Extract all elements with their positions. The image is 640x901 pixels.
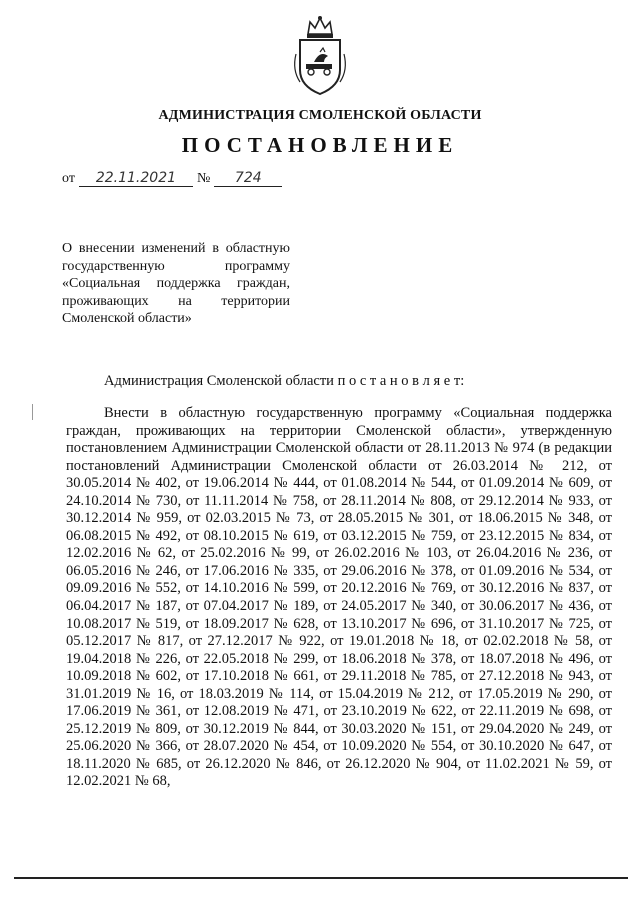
body-paragraph: Внести в областную государственную программу «Социальная поддержка граждан, проживающих на территории Смоленской области», утвержденную постановлением Администрации Смоленской области от 28.11.2013 № 974 (в редакции постановлений Администрации Смоленской области от 26.03.2014 № 212, от 30.05.2014 № 402, от 19.06.2014 № 444, от 01.08.2014 № 544, от 01.09.2014 № 609, от 24.10.2014 № 730, от 11.11.2014 № 758, от 28.11.2014 № 808, от 29.12.2014 № 933, от 30.12.2014 № 959, от 02.03.2015 № 73, от 28.05.2015 № 301, от 18.06.2015 № 348, от 06.08.2015 № 492, от 08.10.2015 № 619, от 03.12.2015 № 759, от 23.12.2015 № 834, от 12.02.2016 № 62, от 25.02.2016 № 99, от 26.02.2016 № 103, от 26.04.2016 № 236, от 06.05.2016 № 246, от 17.06.2016 № 335, от 29.06.2016 № 378, от 01.09.2016 № 534, от 09.09.2016 № 552, от 14.10.2016 № 599, от 20.12.2016 № 769, от 30.12.2016 № 837, от 06.04.2017 № 187, от 07.04.2017 № 189, от 24.05.2017 № 340, от 30.06.2017 № 436, от 10.08.2017 № 519, от 18.09.2017 № 628, от 13.10.2017 № 696, от 31.10.2017 № 725, от 05.12.2017 № 817, от 27.12.2017 № 922, от 19.01.2018 № 18, от 02.02.2018 № 58, от 19.04.2018 № 226, от 22.05.2018 № 299, от 18.06.2018 № 378, от 18.07.2018 № 496, от 10.09.2018 № 602, от 17.10.2018 № 661, от 29.11.2018 № 785, от 27.12.2018 № 943, от 31.01.2019 № 16, от 18.03.2019 № 114, от 15.04.2019 № 212, от 17.05.2019 № 290, от 17.06.2019 № 361, от 12.08.2019 № 471, от 23.10.2019 № 622, от 22.11.2019 № 698, от 25.12.2019 № 809, от 30.12.2019 № 844, от 30.03.2020 № 151, от 29.04.2020 № 249, от 25.06.2020 № 366, от 28.07.2020 № 454, от 10.09.2020 № 554, от 30.10.2020 № 647, от 18.11.2020 № 685, от 26.12.2020 № 846, от 26.12.2020 № 904, от 11.02.2021 № 59, от 12.02.2021 № 68, xyxy=(66,405,612,790)
coat-of-arms-icon xyxy=(290,14,350,98)
organization-title: АДМИНИСТРАЦИЯ СМОЛЕНСКОЙ ОБЛАСТИ xyxy=(158,108,482,123)
date-number-line xyxy=(62,170,282,187)
document-subject: О внесении изменений в областную государственную программу «Социальная поддержка граждан, проживающих на территории Смоленской области» xyxy=(62,241,290,326)
date-prefix: от xyxy=(62,171,75,186)
number-prefix: № xyxy=(196,171,211,186)
document-type-title: ПОСТАНОВЛЕНИЕ xyxy=(181,133,459,157)
handwritten-date: 22.11.2021 xyxy=(79,170,193,187)
handwritten-number: 724 xyxy=(214,170,282,187)
page-bottom-rule xyxy=(14,877,628,879)
preamble-text: Администрация Смоленской области п о с т а н о в л я е т: xyxy=(104,373,465,389)
margin-mark xyxy=(32,404,33,420)
